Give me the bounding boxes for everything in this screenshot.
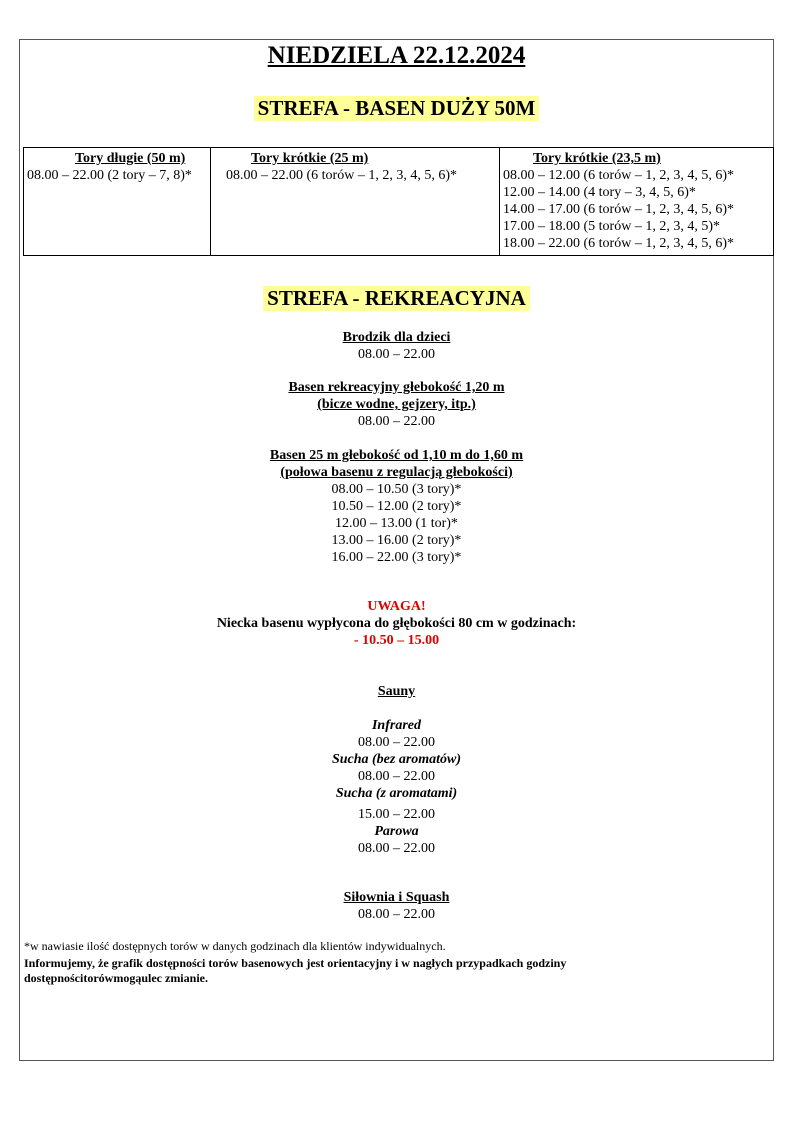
lanes-col-header: Tory krótkie (23,5 m): [533, 151, 661, 166]
info-line-1: Informujemy, że grafik dostępności torów basenowych jest orientacyjny i w nagłych przypadkach godziny: [24, 956, 567, 970]
kids-pool-section: [19, 329, 774, 363]
pool25-subtitle: (połowa basenu z regulacją głebokości): [280, 465, 513, 480]
zone-pool-heading: [19, 96, 774, 121]
saunas-title-text: Sauny: [377, 684, 416, 699]
sauna-hours: 08.00 – 22.00: [358, 769, 435, 784]
notice-title: UWAGA!: [367, 599, 426, 614]
zone-rec-heading: [19, 286, 774, 311]
lanes-row: 08.00 – 12.00 (6 torów – 1, 2, 3, 4, 5, 6)*: [503, 168, 734, 183]
lanes-row: 17.00 – 18.00 (5 torów – 1, 2, 3, 4, 5)*: [503, 219, 720, 234]
pool25-section: [19, 447, 774, 566]
lanes-col-long: [24, 148, 211, 256]
pool25-row: 16.00 – 22.00 (3 tory)*: [331, 550, 462, 565]
gym-hours: 08.00 – 22.00: [358, 907, 435, 922]
gym-section: [19, 889, 774, 923]
notice-hours: - 10.50 – 15.00: [353, 633, 440, 648]
lanes-row: 18.00 – 22.00 (6 torów – 1, 2, 3, 4, 5, 6)*: [503, 236, 734, 251]
lanes-col-short235: [500, 148, 774, 256]
kids-pool-hours: 08.00 – 22.00: [358, 347, 435, 362]
sauna-name: Sucha (bez aromatów): [331, 752, 462, 767]
sauna-name: Sucha (z aromatami): [335, 786, 458, 801]
sauna-name: Parowa: [374, 824, 419, 839]
zone-rec-label: STREFA - REKREACYJNA: [263, 286, 530, 311]
lanes-table: [23, 147, 774, 256]
lanes-row: 08.00 – 22.00 (6 torów – 1, 2, 3, 4, 5, 6)*: [226, 168, 457, 183]
saunas-list: [19, 717, 774, 857]
lanes-row: 12.00 – 14.00 (4 tory – 3, 4, 5, 6)*: [503, 185, 696, 200]
sauna-hours: 08.00 – 22.00: [358, 841, 435, 856]
lanes-col-short25: [211, 148, 500, 256]
rec-pool-hours: 08.00 – 22.00: [358, 414, 435, 429]
sauna-hours: 15.00 – 22.00: [358, 807, 435, 822]
footnote: *w nawiasie ilość dostępnych torów w danych godzinach dla klientów indywidualnych.: [24, 939, 446, 953]
rec-pool-title: Basen rekreacyjny głebokość 1,20 m: [288, 380, 505, 395]
pool25-title: Basen 25 m głebokość od 1,10 m do 1,60 m: [269, 448, 524, 463]
lanes-col-header: Tory długie (50 m): [75, 151, 186, 166]
sauna-name: Infrared: [371, 718, 421, 733]
gym-title: Siłownia i Squash: [343, 890, 450, 905]
pool25-row: 13.00 – 16.00 (2 tory)*: [331, 533, 462, 548]
rec-pool-subtitle: (bicze wodne, gejzery, itp.): [317, 397, 476, 412]
sauna-hours: 08.00 – 22.00: [358, 735, 435, 750]
notice-section: [19, 598, 774, 649]
lanes-row: 14.00 – 17.00 (6 torów – 1, 2, 3, 4, 5, 6)*: [503, 202, 734, 217]
pool25-row: 08.00 – 10.50 (3 tory)*: [331, 482, 462, 497]
rec-pool-section: [19, 379, 774, 430]
lanes-row: 08.00 – 22.00 (2 tory – 7, 8)*: [27, 168, 192, 183]
pool25-row: 12.00 – 13.00 (1 tor)*: [335, 516, 458, 531]
pool25-row: 10.50 – 12.00 (2 tory)*: [331, 499, 462, 514]
page-title: NIEDZIELA 22.12.2024: [267, 42, 526, 69]
lanes-col-header: Tory krótkie (25 m): [251, 151, 369, 166]
saunas-title: [19, 683, 774, 700]
info-line-2: dostępnościtorówmogąulec zmianie.: [24, 971, 208, 985]
notice-text: Niecka basenu wypłycona do głębokości 80 cm w godzinach:: [216, 616, 577, 631]
zone-pool-label: STREFA - BASEN DUŻY 50M: [254, 96, 540, 121]
kids-pool-title: Brodzik dla dzieci: [342, 330, 451, 345]
